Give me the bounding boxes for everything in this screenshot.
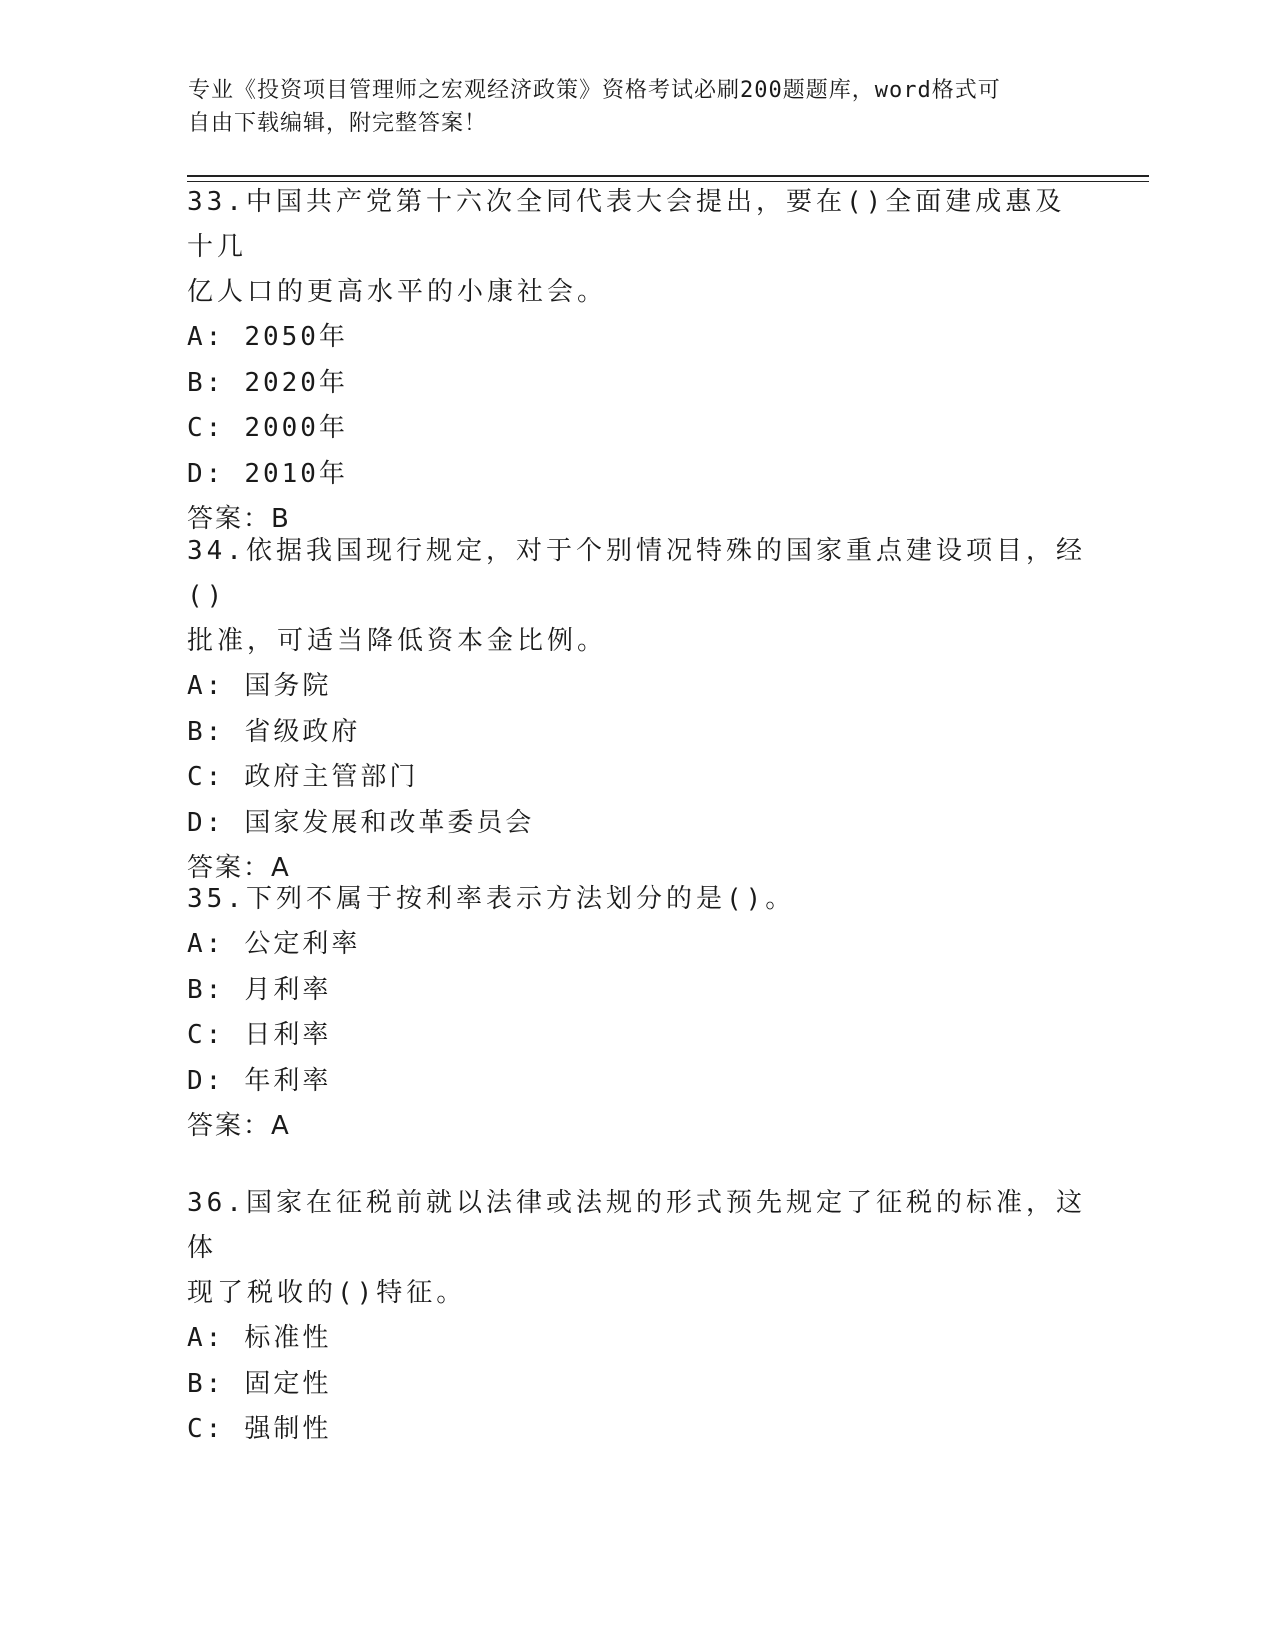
header-line-2: 自由下载编辑，附完整答案！ [188, 111, 488, 136]
option-text: 月利率 [244, 974, 332, 1005]
option-key: C: [187, 762, 225, 792]
option-d [187, 1059, 1087, 1105]
option-text: 标准性 [244, 1323, 332, 1353]
option-b [187, 710, 1087, 756]
document-header [188, 74, 1088, 140]
option-a [187, 664, 1087, 710]
option-key: B: [187, 367, 225, 398]
option-text: 国务院 [244, 671, 332, 701]
question-stem-line: 批准，可适当降低资本金比例。 [187, 626, 608, 656]
question-36 [187, 1181, 1087, 1453]
option-c [187, 406, 1087, 452]
question-stem-line: 34.依据我国现行规定，对于个别情况特殊的国家重点建设项目，经() [187, 536, 1086, 611]
option-c [187, 755, 1087, 801]
option-a [187, 922, 1087, 968]
option-key: A: [187, 671, 225, 701]
question-stem-line: 现了税收的()特征。 [187, 1278, 467, 1308]
question-34 [187, 529, 1087, 891]
option-key: D: [187, 458, 225, 489]
header-divider-thick [187, 175, 1149, 177]
option-a [187, 1316, 1087, 1362]
option-d [187, 801, 1087, 847]
option-text: 政府主管部门 [244, 762, 419, 792]
option-a [187, 315, 1087, 361]
option-key: A: [187, 322, 225, 352]
option-text: 固定性 [244, 1368, 332, 1399]
option-text: 日利率 [244, 1020, 332, 1050]
option-key: B: [187, 716, 225, 747]
option-key: A: [187, 929, 225, 959]
option-b [187, 361, 1087, 407]
option-text: 公定利率 [244, 929, 361, 959]
header-line-1: 专业《投资项目管理师之宏观经济政策》资格考试必刷200题题库，word格式可 [188, 78, 1001, 103]
question-stem-line: 33.中国共产党第十六次全同代表大会提出，要在()全面建成惠及十几 [187, 187, 1066, 262]
answer-line: 答案：B [187, 504, 291, 534]
option-text: 年利率 [244, 1065, 332, 1096]
option-text: 省级政府 [244, 716, 361, 747]
option-key: A: [187, 1323, 225, 1353]
option-d [187, 452, 1087, 498]
question-35 [187, 877, 1087, 1149]
question-stem-line: 36.国家在征税前就以法律或法规的形式预先规定了征税的标准，这体 [187, 1188, 1086, 1263]
option-text: 2000年 [244, 413, 348, 443]
option-key: B: [187, 1368, 225, 1399]
option-key: D: [187, 1065, 225, 1096]
option-c [187, 1407, 1087, 1453]
answer-line: 答案：A [187, 1111, 291, 1141]
option-key: C: [187, 413, 225, 443]
option-key: C: [187, 1020, 225, 1050]
option-key: B: [187, 974, 225, 1005]
option-b [187, 1362, 1087, 1408]
option-text: 国家发展和改革委员会 [244, 807, 535, 838]
option-key: D: [187, 807, 225, 838]
option-text: 2010年 [244, 458, 348, 489]
answer-line: 答案：A [187, 853, 291, 883]
option-text: 强制性 [244, 1414, 332, 1444]
option-key: C: [187, 1414, 225, 1444]
question-stem-line: 亿人口的更高水平的小康社会。 [187, 277, 608, 307]
question-33 [187, 180, 1087, 542]
option-text: 2020年 [244, 367, 348, 398]
option-text: 2050年 [244, 322, 348, 352]
option-b [187, 968, 1087, 1014]
option-c [187, 1013, 1087, 1059]
question-stem-line: 35.下列不属于按利率表示方法划分的是()。 [187, 884, 796, 914]
